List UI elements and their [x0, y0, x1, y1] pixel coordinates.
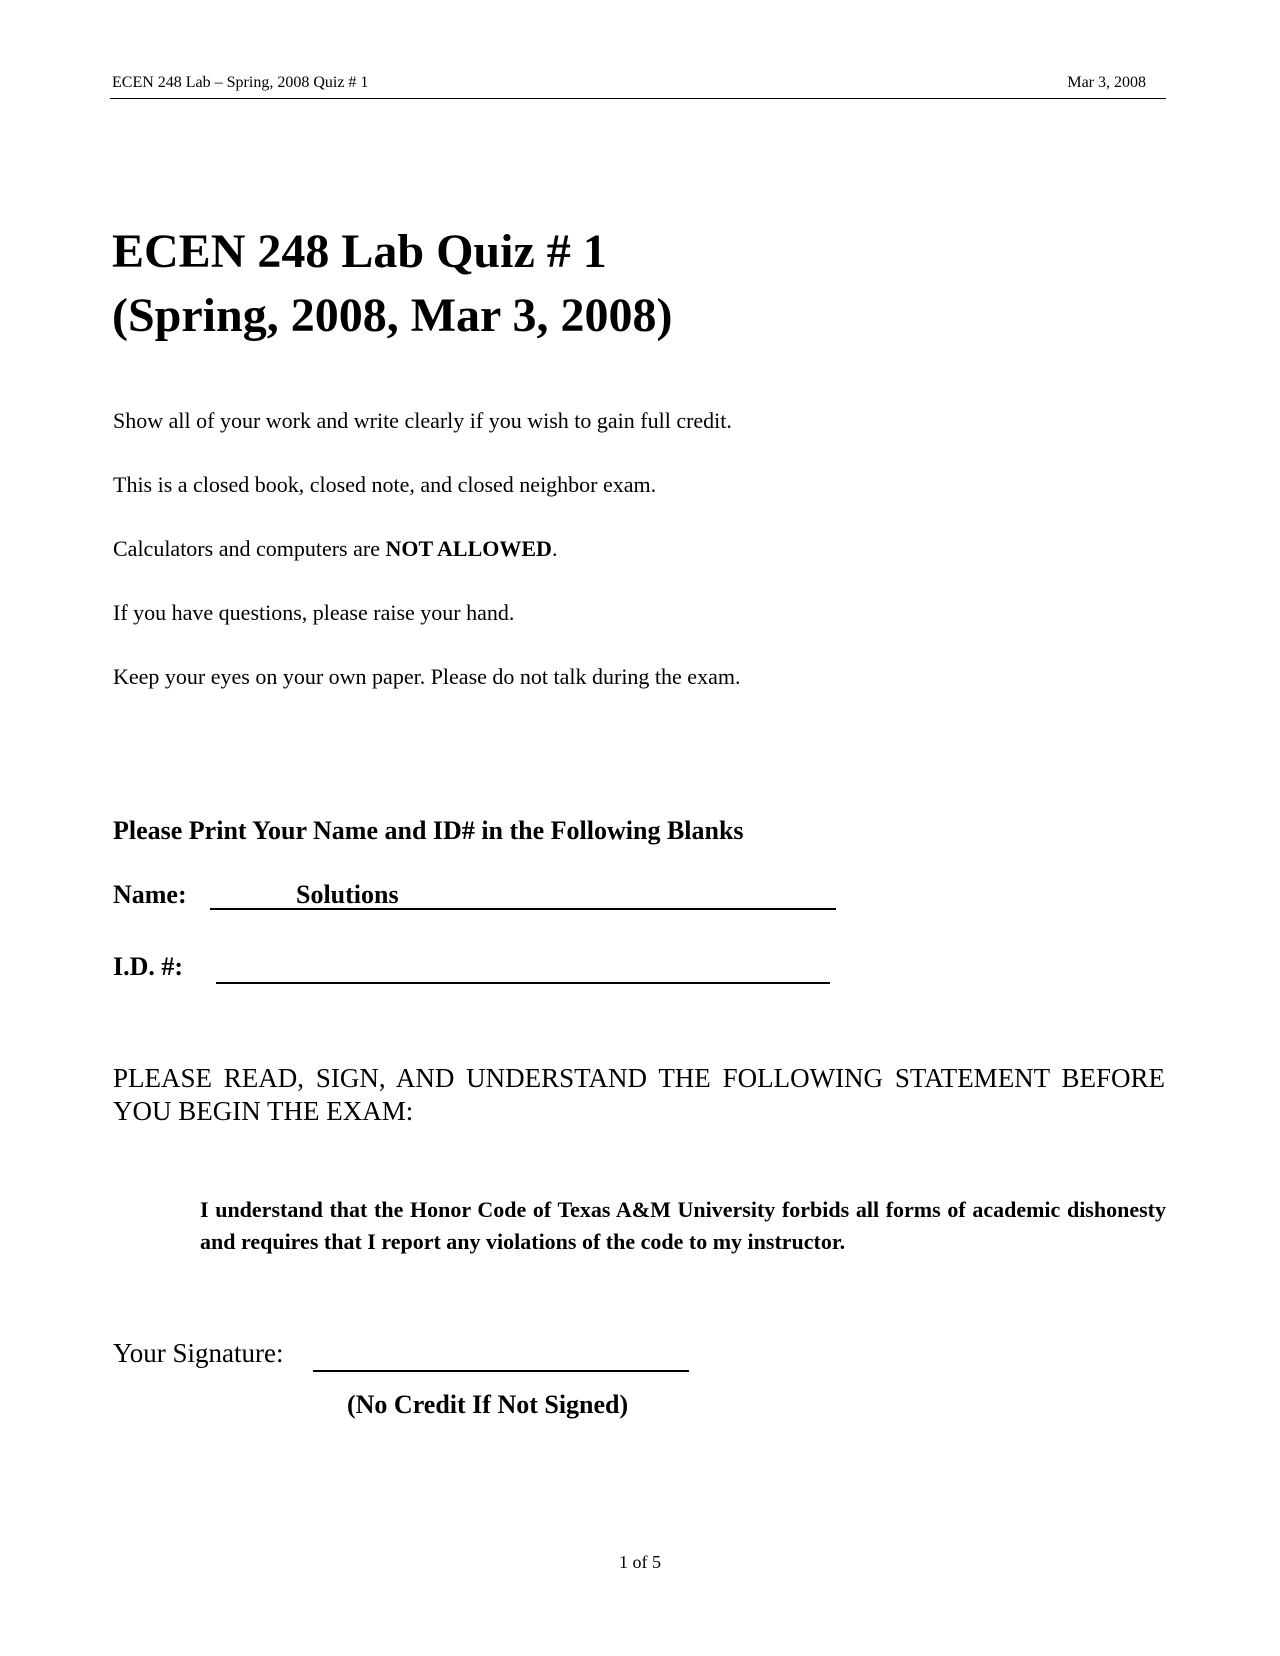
print-heading: Please Print Your Name and ID# in the Following Blanks	[113, 816, 744, 845]
instruction-3-prefix: Calculators and computers are	[113, 536, 386, 561]
title-line-2: (Spring, 2008, Mar 3, 2008)	[112, 289, 673, 342]
id-field[interactable]	[216, 952, 830, 984]
instruction-4: If you have questions, please raise your hand.	[113, 600, 515, 625]
honor-code-text: I understand that the Honor Code of Texas A&M University forbids all forms of academic dishonesty and requires that I report any violations of the code to my instructor.	[200, 1197, 1166, 1254]
id-label: I.D. #:	[113, 952, 184, 981]
instruction-3	[113, 536, 557, 562]
signature-field[interactable]	[313, 1338, 689, 1372]
instruction-3-emphasis: NOT ALLOWED	[385, 536, 552, 561]
header-rule	[110, 98, 1166, 99]
running-header-left: ECEN 248 Lab – Spring, 2008 Quiz # 1	[112, 74, 369, 91]
instruction-3-suffix: .	[551, 536, 558, 561]
statement-intro: PLEASE READ, SIGN, AND UNDERSTAND THE FOLLOWING STATEMENT BEFORE YOU BEGIN THE EXAM:	[113, 1063, 1165, 1126]
instruction-5: Keep your eyes on your own paper. Please do not talk during the exam.	[113, 664, 741, 689]
title-line-1: ECEN 248 Lab Quiz # 1	[112, 225, 607, 278]
name-label: Name:	[113, 880, 187, 909]
signature-note: (No Credit If Not Signed)	[347, 1390, 629, 1419]
page-title	[112, 220, 672, 348]
name-field[interactable]: Solutions	[210, 880, 836, 910]
instruction-2: This is a closed book, closed note, and closed neighbor exam.	[113, 472, 657, 497]
page-number: 1 of 5	[619, 1552, 661, 1572]
signature-label: Your Signature:	[113, 1338, 284, 1368]
running-header-date: Mar 3, 2008	[1067, 74, 1146, 91]
instruction-1: Show all of your work and write clearly if you wish to gain full credit.	[113, 408, 732, 433]
